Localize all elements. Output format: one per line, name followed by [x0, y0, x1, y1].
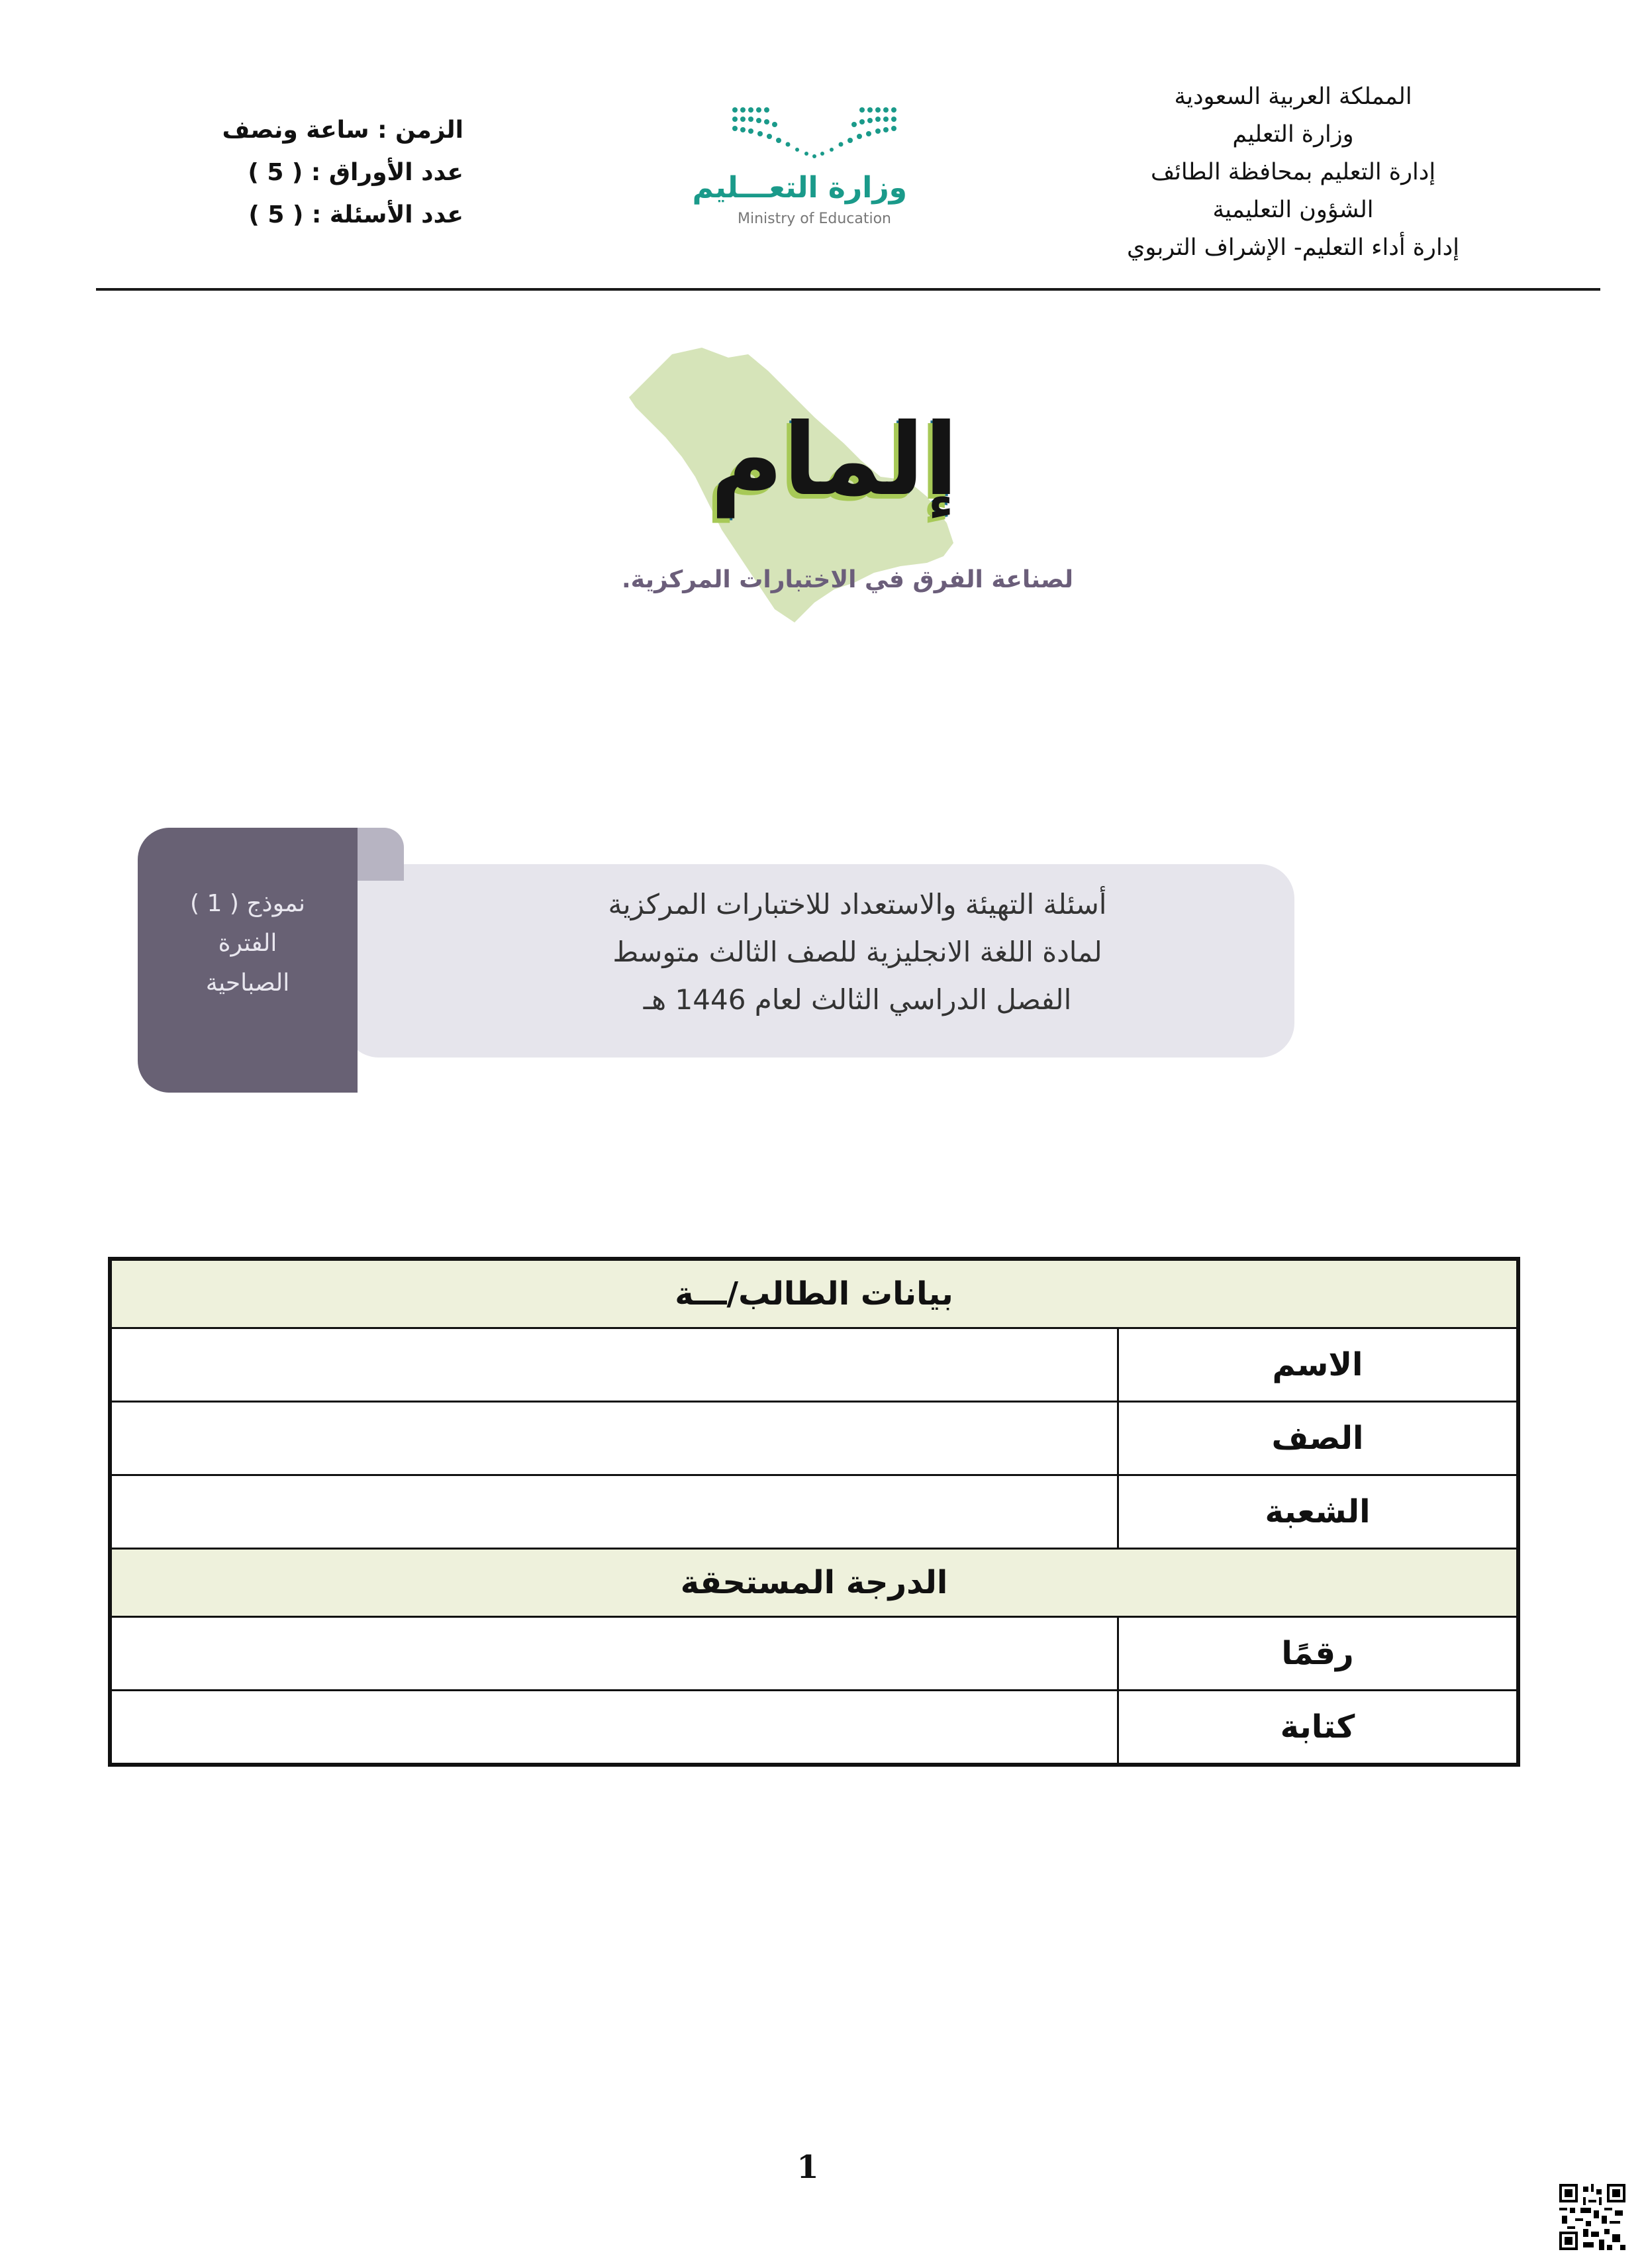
name-field[interactable]	[110, 1328, 1118, 1402]
period-line-2: الصباحية	[205, 969, 290, 997]
kingdom-line: المملكة العربية السعودية	[1174, 83, 1412, 110]
header-divider	[96, 288, 1600, 291]
grade-digits-label: رقمًا	[1118, 1617, 1519, 1691]
qr-code-icon	[1559, 2184, 1625, 2250]
grade-digits-field[interactable]	[110, 1617, 1118, 1691]
description-line-2: لمادة اللغة الانجليزية للصف الثالث متوسط	[612, 936, 1102, 968]
logo-english-text: Ministry of Education	[737, 211, 892, 227]
directorate-line: إدارة التعليم بمحافظة الطائف	[1150, 159, 1436, 185]
emblem-title: إلمام	[710, 403, 959, 518]
supervision-line: إدارة أداء التعليم- الإشراف التربوي	[1127, 234, 1459, 261]
grade-section-title: الدرجة المستحقة	[110, 1549, 1518, 1617]
class-field[interactable]	[110, 1402, 1118, 1475]
logo-arabic-text: وزارة التعـــليم	[692, 171, 907, 205]
student-section-title: بيانات الطالب/ـــة	[110, 1259, 1518, 1328]
logo-dots-icon	[722, 99, 907, 166]
affairs-line: الشؤون التعليمية	[1212, 197, 1374, 223]
exam-info-block	[218, 109, 463, 236]
grade-words-label: كتابة	[1118, 1691, 1519, 1765]
description-line-3: الفصل الدراسي الثالث لعام 1446 هـ	[643, 983, 1072, 1016]
section-label: الشعبة	[1118, 1475, 1519, 1549]
table-row	[110, 1328, 1518, 1402]
period-line-1: الفترة	[218, 930, 277, 957]
table-row	[110, 1402, 1518, 1475]
question-count: عدد الأسئلة : ( 5 )	[248, 201, 463, 228]
section-field[interactable]	[110, 1475, 1118, 1549]
description-line-1: أسئلة التهيئة والاستعداد للاختبارات المركزية	[608, 888, 1107, 920]
class-label: الصف	[1118, 1402, 1519, 1475]
student-data-table	[108, 1257, 1520, 1767]
sheet-count: عدد الأوراق : ( 5 )	[248, 159, 463, 186]
model-label: نموذج ( 1 )	[189, 890, 306, 917]
exam-time: الزمن : ساعة ونصف	[222, 117, 463, 144]
exam-description	[463, 881, 1251, 1024]
header-authority-block	[1061, 78, 1525, 267]
ilmam-emblem	[616, 344, 1092, 636]
table-row	[110, 1475, 1518, 1549]
ministry-logo	[692, 99, 987, 238]
model-info	[138, 884, 358, 1003]
table-row	[110, 1691, 1518, 1765]
page-number: 1	[797, 2149, 819, 2186]
emblem-subtitle: لصناعة الفرق في الاختبارات المركزية.	[621, 566, 1074, 593]
ministry-line: وزارة التعليم	[1232, 121, 1354, 148]
grade-words-field[interactable]	[110, 1691, 1118, 1765]
table-row	[110, 1617, 1518, 1691]
name-label: الاسم	[1118, 1328, 1519, 1402]
